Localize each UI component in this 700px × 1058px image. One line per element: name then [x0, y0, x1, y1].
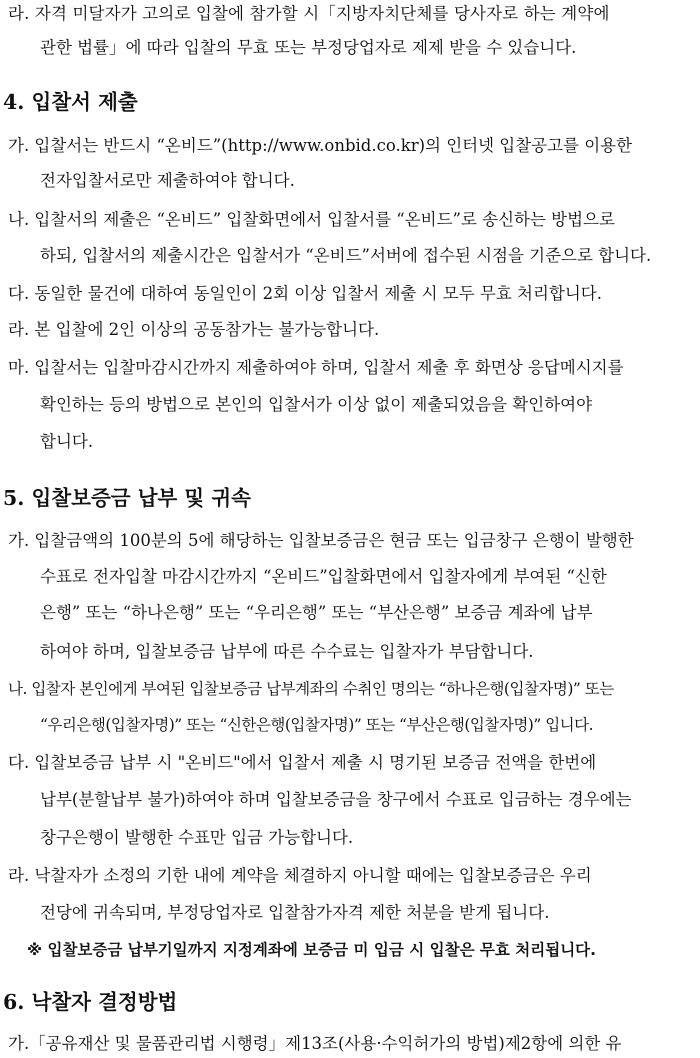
s4-ga-line-1: 가. 입찰서는 반드시 “온비드”(http://www.onbid.co.kr)의 인터넷 입찰공고를 이용한	[8, 136, 633, 155]
s5-da-line-2: 납부(분할납부 불가)하여야 하며 입찰보증금을 창구에서 수표로 입금하는 경우에는	[40, 790, 632, 809]
section-5-heading: 5. 입찰보증금 납부 및 귀속	[3, 486, 251, 510]
s5-ga-line-4: 하여야 하며, 입찰보증금 납부에 따른 수수료는 입찰자가 부담합니다.	[40, 642, 534, 661]
s4-ma-line-2: 확인하는 등의 방법으로 본인의 입찰서가 이상 없이 제출되었음을 확인하여야	[40, 395, 593, 414]
s5-na-line-2: “우리은행(입찰자명)” 또는 “신한은행(입찰자명)” 또는 “부산은행(입찰자명)” 입니다.	[40, 716, 594, 734]
s5-ga-line-1: 가. 입찰금액의 100분의 5에 해당하는 입찰보증금은 현금 또는 입금창구 은행이 발행한	[8, 531, 634, 550]
section-6-heading: 6. 낙찰자 결정방법	[3, 990, 178, 1014]
s5-ra-line-2: 전당에 귀속되며, 부정당업자로 입찰참가자격 제한 처분을 받게 됩니다.	[40, 903, 550, 922]
s6-ga-line-1: 가.「공유재산 및 물품관리법 시행령」제13조(사용·수익허가의 방법)제2항에 의한 유	[8, 1034, 622, 1053]
s4-ma-line-3: 합니다.	[40, 432, 94, 451]
s4-ma-line-1: 마. 입찰서는 입찰마감시간까지 제출하여야 하며, 입찰서 제출 후 화면상 응답메시지를	[8, 358, 624, 377]
intro-ra-line-1: 라. 자격 미달자가 고의로 입찰에 참가할 시「지방자치단체를 당사자로 하는 계약에	[8, 4, 610, 23]
s4-ra-line: 라. 본 입찰에 2인 이상의 공동참가는 불가능합니다.	[8, 320, 380, 339]
s4-na-line-2: 하되, 입찰서의 제출시간은 입찰서가 “온비드”서버에 접수된 시점을 기준으로 합니다.	[40, 246, 652, 265]
s4-da-line: 다. 동일한 물건에 대하여 동일인이 2회 이상 입찰서 제출 시 모두 무효 처리합니다.	[8, 284, 602, 303]
s5-ga-line-3: 은행” 또는 “하나은행” 또는 “우리은행” 또는 “부산은행” 보증금 계좌에 납부	[40, 603, 593, 622]
s5-da-line-1: 다. 입찰보증금 납부 시 "온비드"에서 입찰서 제출 시 명기된 보증금 전액을 한번에	[8, 753, 597, 772]
s5-da-line-3: 창구은행이 발행한 수표만 입금 가능합니다.	[40, 828, 354, 847]
intro-ra-line-2: 관한 법률」에 따라 입찰의 무효 또는 부정당업자로 제제 받을 수 있습니다.	[40, 38, 577, 57]
s5-na-line-1: 나. 입찰자 본인에게 부여된 입찰보증금 납부계좌의 수취인 명의는 “하나은행(입찰자명)” 또는	[8, 680, 614, 698]
s4-ga-line-2: 전자입찰서로만 제출하여야 합니다.	[40, 171, 295, 190]
s5-ga-line-2: 수표로 전자입찰 마감시간까지 “온비드”입찰화면에서 입찰자에게 부여된 “신한	[40, 567, 607, 586]
deposit-warning-note: ※ 입찰보증금 납부기일까지 지정계좌에 보증금 미 입금 시 입찰은 무효 처리됩니다.	[27, 941, 597, 959]
s5-ra-line-1: 라. 낙찰자가 소정의 기한 내에 계약을 체결하지 아니할 때에는 입찰보증금은 우리	[8, 866, 592, 885]
s4-na-line-1: 나. 입찰서의 제출은 “온비드” 입찰화면에서 입찰서를 “온비드”로 송신하는 방법으로	[8, 210, 615, 229]
section-4-heading: 4. 입찰서 제출	[3, 90, 138, 114]
